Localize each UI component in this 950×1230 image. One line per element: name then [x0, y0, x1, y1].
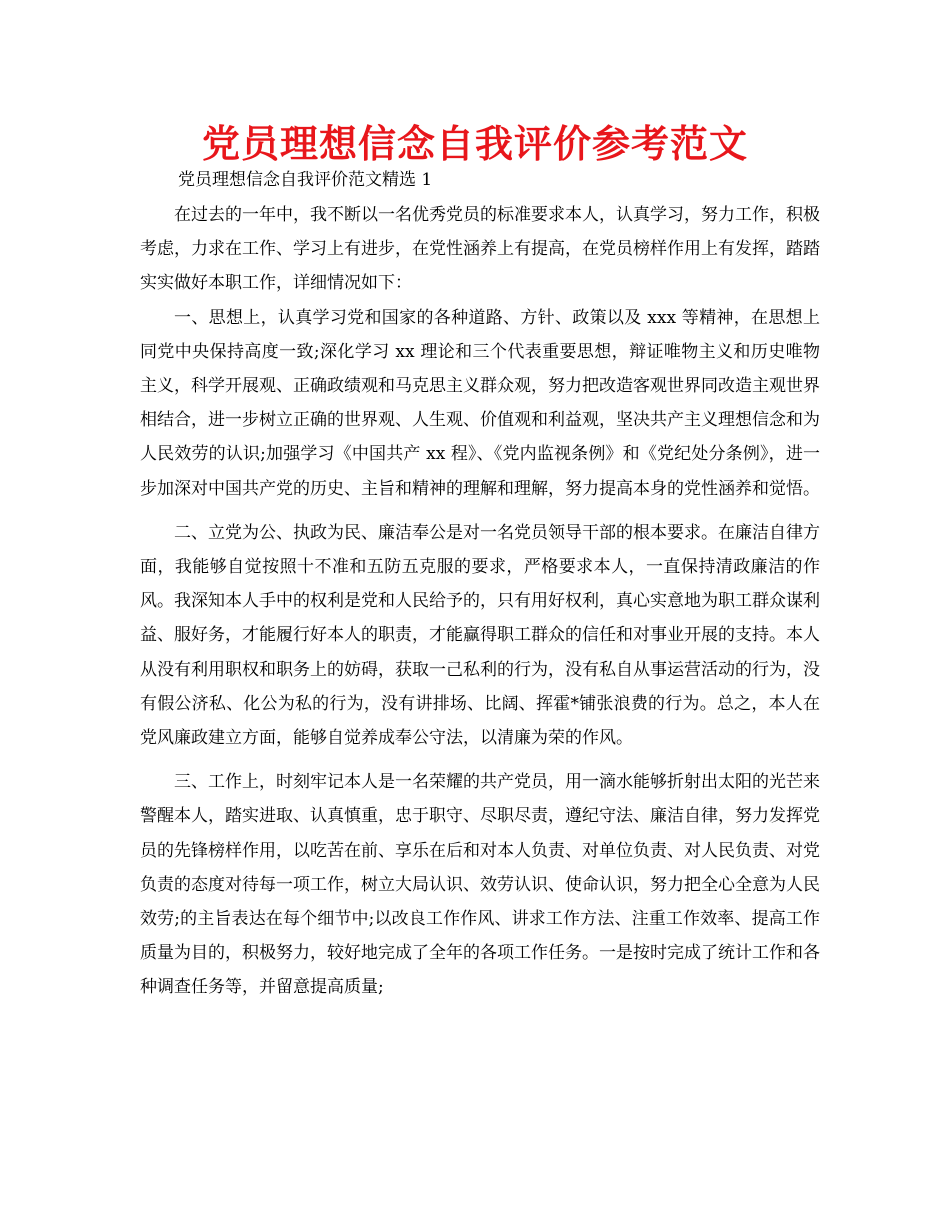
paragraph-work: 三、工作上，时刻牢记本人是一名荣耀的共产党员，用一滴水能够折射出太阳的光芒来警醒本人，踏实进取、认真慎重，忠于职守、尽职尽责，遵纪守法、廉洁自律，努力发挥党员的先锋榜样作用，以吃苦在前、享乐在后和对本人负责、对单位负责、对人民负责、对党负责的态度对待每一项工作，树立大局认识、效劳认识、使命认识，努力把全心全意为人民效劳;的主旨表达在每个细节中;以改良工作作风、讲求工作方法、注重工作效率、提高工作质量为目的，积极努力，较好地完成了全年的各项工作任务。一是按时完成了统计工作和各种调查任务等，并留意提高质量; [140, 772, 820, 998]
paragraph-ideology: 一、思想上，认真学习党和国家的各种道路、方针、政策以及 xxx 等精神，在思想上同党中央保持高度一致;深化学习 xx 理论和三个代表重要思想，辩证唯物主义和历史唯物主义，科学开展观、正确政绩观和马克思主义群众观，努力把改造客观世界同改造主观世界相结合，进一步树立正确的世界观、人生观、价值观和利益观，坚决共产主义理想信念和为人民效劳的认识;加强学习《中国共产 xx 程》、《党内监视条例》和《党纪处分条例》，进一步加深对中国共产党的历史、主旨和精神的理解和理解，努力提高本身的党性涵养和觉悟。 [140, 307, 820, 499]
document-subtitle: 党员理想信念自我评价范文精选 1 [178, 170, 433, 190]
paragraph-intro: 在过去的一年中，我不断以一名优秀党员的标准要求本人，认真学习，努力工作，积极考虑，力求在工作、学习上有进步，在党性涵养上有提高，在党员榜样作用上有发挥，踏踏实实做好本职工作，详细情况如下： [140, 205, 820, 294]
document-body [140, 198, 820, 1005]
paragraph-integrity: 二、立党为公、执政为民、廉洁奉公是对一名党员领导干部的根本要求。在廉洁自律方面，我能够自觉按照十不准和五防五克服的要求，严格要求本人，一直保持清政廉洁的作风。我深知本人手中的权利是党和人民给予的，只有用好权利，真心实意地为职工群众谋利益、服好务，才能履行好本人的职责，才能赢得职工群众的信任和对事业开展的支持。本人从没有利用职权和职务上的妨碍，获取一己私利的行为，没有私自从事运营活动的行为，没有假公济私、化公为私的行为，没有讲排场、比阔、挥霍*铺张浪费的行为。总之，本人在党风廉政建立方面，能够自觉养成奉公守法，以清廉为荣的作风。 [140, 522, 820, 749]
document-title: 党员理想信念自我评价参考范文 [201, 122, 748, 166]
